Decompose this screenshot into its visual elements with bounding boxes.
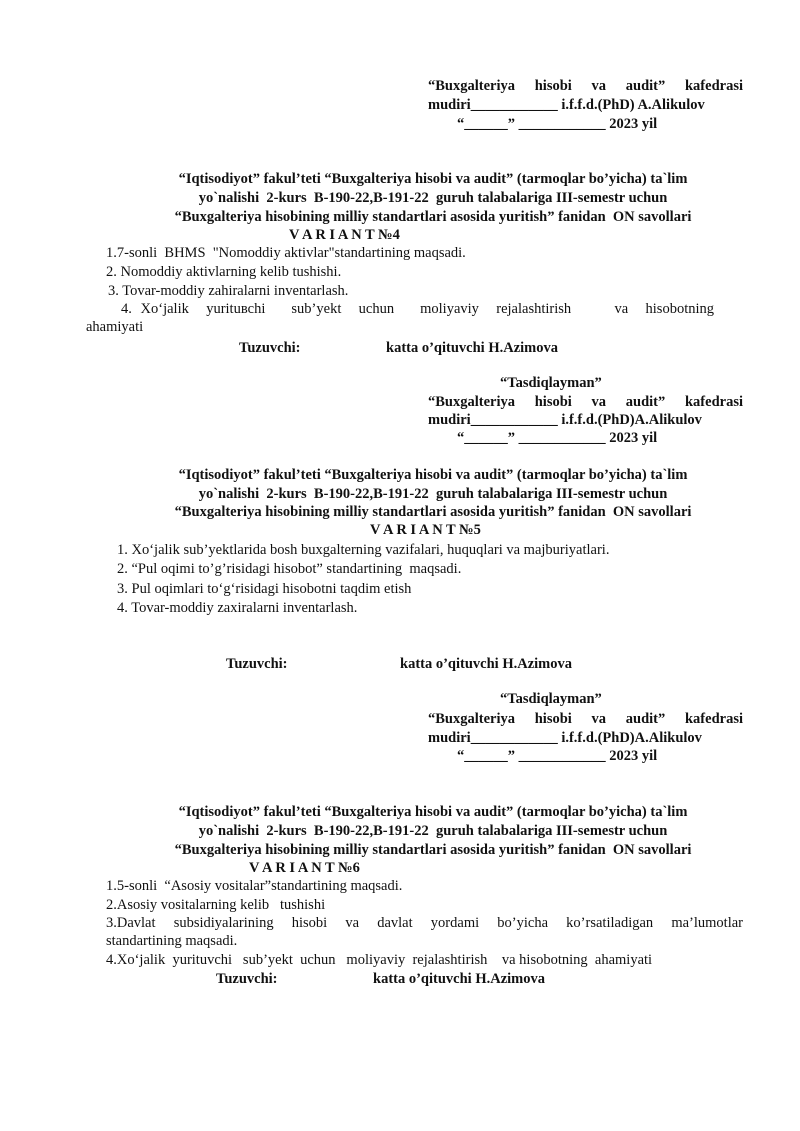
heading-line1-1: “Iqtisodiyot” fakul’teti “Buxgalteriya hisobi va audit” (tarmoqlar bo’yicha) ta`lim xyxy=(178,171,688,187)
approval-tasdiq-3: “Tasdiqlayman” xyxy=(500,691,602,707)
heading-line1-2: “Iqtisodiyot” fakul’teti “Buxgalteriya hisobi va audit” (tarmoqlar bo’yicha) ta`lim xyxy=(178,467,688,483)
variant-title-3: V A R I A N T №6 xyxy=(249,860,360,876)
question-2-4: 4. Tovar-moddiy zaxiralarni inventarlash. xyxy=(117,600,358,616)
heading-line2-1: yo`nalishi 2-kurs B-190-22,B-191-22 guruh talabalariga III-semestr uchun xyxy=(198,190,668,206)
variant-title-2: V A R I A N T №5 xyxy=(370,522,481,538)
compiler-label-3: Tuzuvchi: xyxy=(216,971,278,987)
approval-dept-3: “Buxgalteriya hisobi va audit” kafedrasi xyxy=(428,711,743,727)
question-1-4-cont: ahamiyati xyxy=(86,319,144,335)
approval-date-2: “______” ____________ 2023 yil xyxy=(457,430,658,446)
question-2-2: 2. “Pul oqimi to’g’risidagi hisobot” standartining maqsadi. xyxy=(117,561,462,577)
question-3-3: 3.Davlat subsidiyalarining hisobi va davlat yordami bo’yicha ko’rsatiladigan ma’lumotlar xyxy=(106,915,743,931)
question-3-2: 2.Asosiy vositalarning kelib tushishi xyxy=(106,897,326,913)
approval-dept-2: “Buxgalteriya hisobi va audit” kafedrasi xyxy=(428,394,743,410)
question-3-1: 1.5-sonli “Asosiy vositalar”standartining maqsadi. xyxy=(106,878,403,894)
heading-line2-3: yo`nalishi 2-kurs B-190-22,B-191-22 guruh talabalariga III-semestr uchun xyxy=(198,823,668,839)
question-3-3-cont: standartining maqsadi. xyxy=(106,933,238,949)
question-2-1: 1. Xo‘jalik sub’yektlarida bosh buxgalterning vazifalari, huquqlari va majburiyatlari. xyxy=(117,542,610,558)
question-1-2: 2. Nomoddiy aktivlarning kelib tushishi. xyxy=(106,264,342,280)
approval-date-3: “______” ____________ 2023 yil xyxy=(457,748,658,764)
question-1-3: 3. Tovar-moddiy zahiralarni inventarlash. xyxy=(108,283,349,299)
compiler-label-1: Tuzuvchi: xyxy=(239,340,301,356)
approval-date-1: “______” ____________ 2023 yil xyxy=(457,116,658,132)
compiler-name-1: katta o’qituvchi H.Azimova xyxy=(386,340,558,356)
variant-title-1: V A R I A N T №4 xyxy=(289,227,400,243)
approval-head-3: mudiri____________ i.f.f.d.(PhD)A.Alikulov xyxy=(428,730,702,746)
approval-dept-1: “Buxgalteriya hisobi va audit” kafedrasi xyxy=(428,78,743,94)
approval-tasdiq-2: “Tasdiqlayman” xyxy=(500,375,602,391)
compiler-label-2: Tuzuvchi: xyxy=(226,656,288,672)
question-2-3: 3. Pul oqimlari to‘g‘risidagi hisobotni taqdim etish xyxy=(117,581,412,597)
heading-line3-2: “Buxgalteriya hisobining milliy standartlari asosida yuritish” fanidan ON savollari xyxy=(174,504,692,520)
approval-head-2: mudiri____________ i.f.f.d.(PhD)A.Alikulov xyxy=(428,412,702,428)
heading-line3-3: “Buxgalteriya hisobining milliy standartlari asosida yuritish” fanidan ON savollari xyxy=(174,842,692,858)
compiler-name-3: katta o’qituvchi H.Azimova xyxy=(373,971,545,987)
question-1-4: 4. Xo‘jalik yurituвchi sub’yekt uchun moliyaviy rejalashtirish va hisobotning xyxy=(121,301,714,317)
question-3-4: 4.Xo‘jalik yurituvchi sub’yekt uchun moliyaviy rejalashtirish va hisobotning ahamiyati xyxy=(106,952,653,968)
compiler-name-2: katta o’qituvchi H.Azimova xyxy=(400,656,572,672)
heading-line2-2: yo`nalishi 2-kurs B-190-22,B-191-22 guruh talabalariga III-semestr uchun xyxy=(198,486,668,502)
approval-head-1: mudiri____________ i.f.f.d.(PhD) A.Alikulov xyxy=(428,97,705,113)
heading-line3-1: “Buxgalteriya hisobining milliy standartlari asosida yuritish” fanidan ON savollari xyxy=(174,209,692,225)
question-1-1: 1.7-sonli BHMS "Nomoddiy aktivlar"standartining maqsadi. xyxy=(106,245,466,261)
heading-line1-3: “Iqtisodiyot” fakul’teti “Buxgalteriya hisobi va audit” (tarmoqlar bo’yicha) ta`lim xyxy=(178,804,688,820)
